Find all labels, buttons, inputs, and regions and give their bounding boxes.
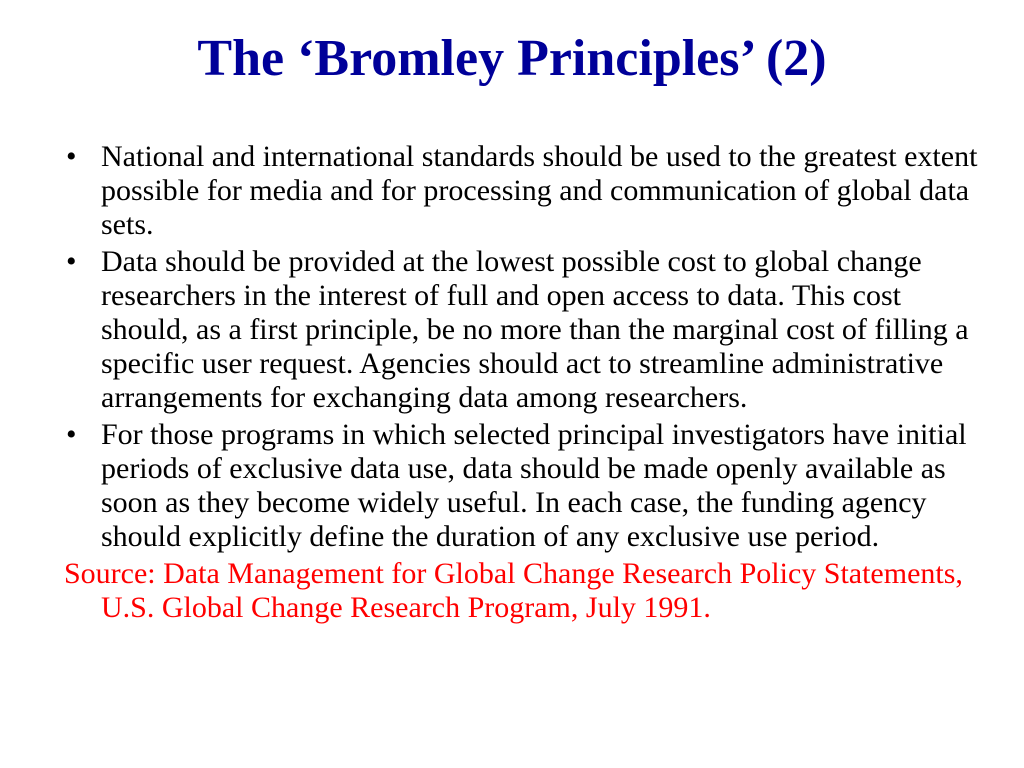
bullet-text: For those programs in which selected principal investigators have initial periods of exclusive data use, data should be made openly available as soon as they become widely useful. In each case, the funding agency should explicitly define the duration of any exclusive use period.: [101, 418, 967, 553]
bullet-marker: •: [66, 245, 77, 278]
bullet-text: Data should be provided at the lowest possible cost to global change researchers in the interest of full and open access to data. This cost should, as a first principle, be no more than the marginal cost of filling a specific user request. Agencies should act to streamline administrative arrangements for exchanging data among researchers.: [101, 245, 969, 414]
bullet-marker: •: [66, 140, 77, 173]
bullet-list: [64, 140, 984, 554]
slide-title: The ‘Bromley Principles’ (2): [197, 30, 827, 87]
slide-body: [64, 140, 984, 625]
bullet-item: [64, 140, 984, 242]
bullet-item: [64, 245, 984, 415]
bullet-item: [64, 418, 984, 554]
bullet-text: National and international standards should be used to the greatest extent possible for media and for processing and communication of global data sets.: [101, 140, 978, 241]
bullet-marker: •: [66, 418, 77, 451]
source-citation: Source: Data Management for Global Change Research Policy Statements, U.S. Global Change Research Program, July 1991.: [64, 557, 963, 624]
